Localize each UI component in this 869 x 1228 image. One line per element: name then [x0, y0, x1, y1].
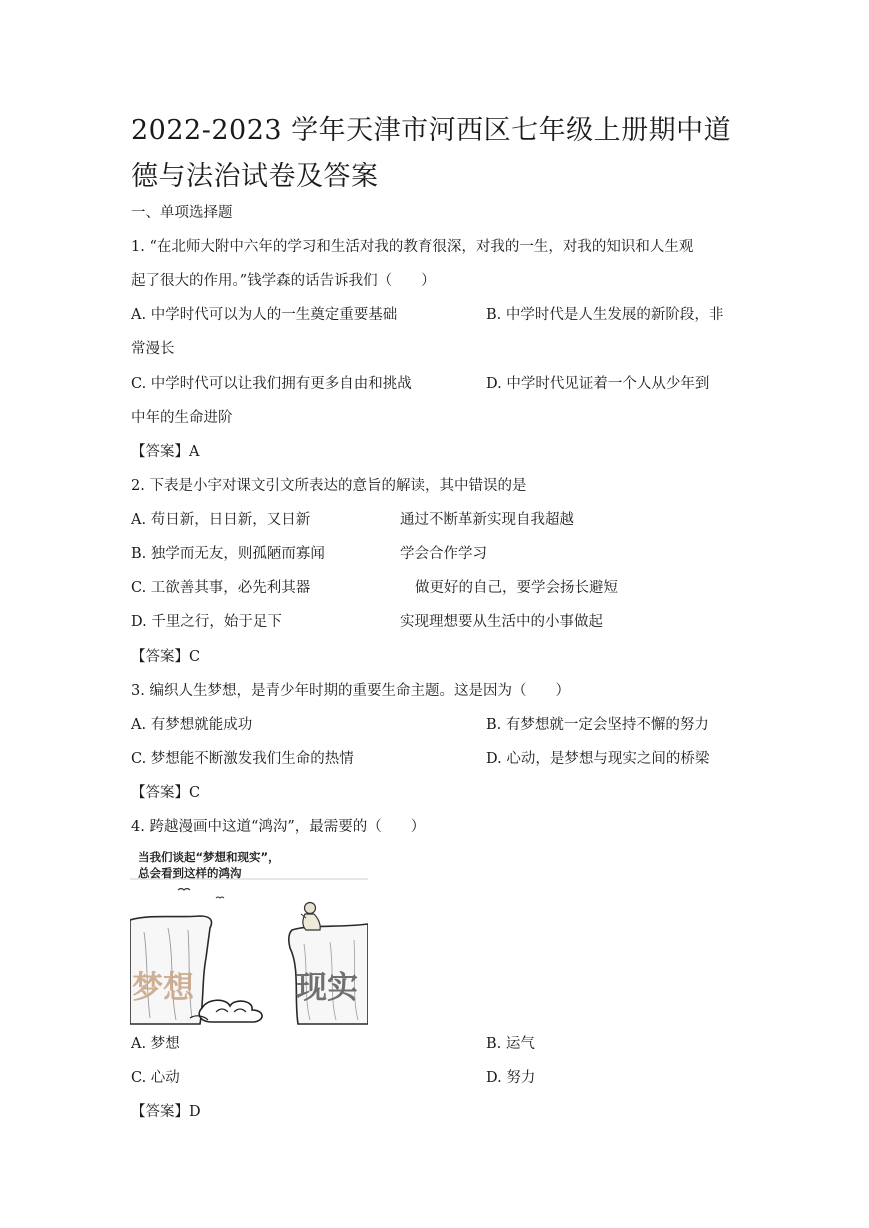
- q4-option-d: D. 努力: [486, 1070, 536, 1086]
- q4-option-a: A. 梦想: [131, 1036, 180, 1052]
- q3-option-a: A. 有梦想就能成功: [131, 717, 253, 733]
- q3-answer: 【答案】C: [131, 785, 201, 801]
- q4-option-b: B. 运气: [486, 1036, 535, 1052]
- dream-reality-comic: [130, 848, 368, 1028]
- q2-row-d-quote: D. 千里之行，始于足下: [131, 614, 282, 630]
- q3-option-d: D. 心动，是梦想与现实之间的桥梁: [486, 751, 710, 767]
- q1-option-b-line1: B. 中学时代是人生发展的新阶段，非: [486, 307, 724, 323]
- q1-option-b-line2: 常漫长: [131, 341, 175, 357]
- comic-caption-line2: 总会看到这样的鸿沟: [138, 866, 242, 880]
- q1-option-d-line2: 中年的生命进阶: [131, 410, 233, 426]
- comic-label-dream: 梦想: [132, 970, 194, 1006]
- comic-drawing: [130, 848, 368, 1028]
- sitting-figure-icon: [301, 903, 320, 931]
- bird-icon: [178, 889, 190, 891]
- q1-option-a: A. 中学时代可以为人的一生奠定重要基础: [131, 307, 398, 323]
- q2-row-a-quote: A. 苟日新，日日新，又日新: [131, 512, 311, 528]
- cloud-swirl: [199, 1000, 262, 1022]
- document-title: 2022-2023 学年天津市河西区七年级上册期中道德与法治试卷及答案: [131, 115, 732, 192]
- q2-row-c-quote: C. 工欲善其事，必先利其器: [131, 580, 311, 596]
- q2-row-c-meaning: 做更好的自己，要学会扬长避短: [415, 580, 618, 596]
- q3-option-c: C. 梦想能不断激发我们生命的热情: [131, 751, 354, 767]
- q1-answer: 【答案】A: [131, 444, 200, 460]
- q2-row-d-meaning: 实现理想要从生活中的小事做起: [400, 614, 603, 630]
- q3-stem: 3. 编织人生梦想，是青少年时期的重要生命主题。这是因为（ ）: [131, 683, 570, 699]
- q4-option-c: C. 心动: [131, 1070, 180, 1086]
- q1-option-d-line1: D. 中学时代见证着一个人从少年到: [486, 376, 710, 392]
- section-heading: 一、单项选择题: [131, 205, 233, 221]
- q2-answer: 【答案】C: [131, 649, 201, 665]
- q2-row-b-meaning: 学会合作学习: [400, 546, 487, 562]
- bird-icon: [216, 897, 224, 898]
- q1-stem-line2: 起了很大的作用。”钱学森的话告诉我们（ ）: [131, 273, 436, 289]
- comic-label-reality: 现实: [296, 970, 358, 1006]
- q3-option-b: B. 有梦想就一定会坚持不懈的努力: [486, 717, 709, 733]
- q4-stem: 4. 跨越漫画中这道“鸿沟”，最需要的（ ）: [131, 819, 426, 835]
- q1-stem-line1: 1. “在北师大附中六年的学习和生活对我的教育很深，对我的一生，对我的知识和人生观: [131, 239, 694, 255]
- q4-answer: 【答案】D: [131, 1104, 201, 1120]
- q2-stem: 2. 下表是小宇对课文引文所表达的意旨的解读，其中错误的是: [131, 478, 527, 494]
- q2-row-b-quote: B. 独学而无友，则孤陋而寡闻: [131, 546, 325, 562]
- q1-option-c: C. 中学时代可以让我们拥有更多自由和挑战: [131, 376, 412, 392]
- comic-caption-line1: 当我们谈起“梦想和现实”，: [138, 850, 280, 864]
- q2-row-a-meaning: 通过不断革新实现自我超越: [400, 512, 574, 528]
